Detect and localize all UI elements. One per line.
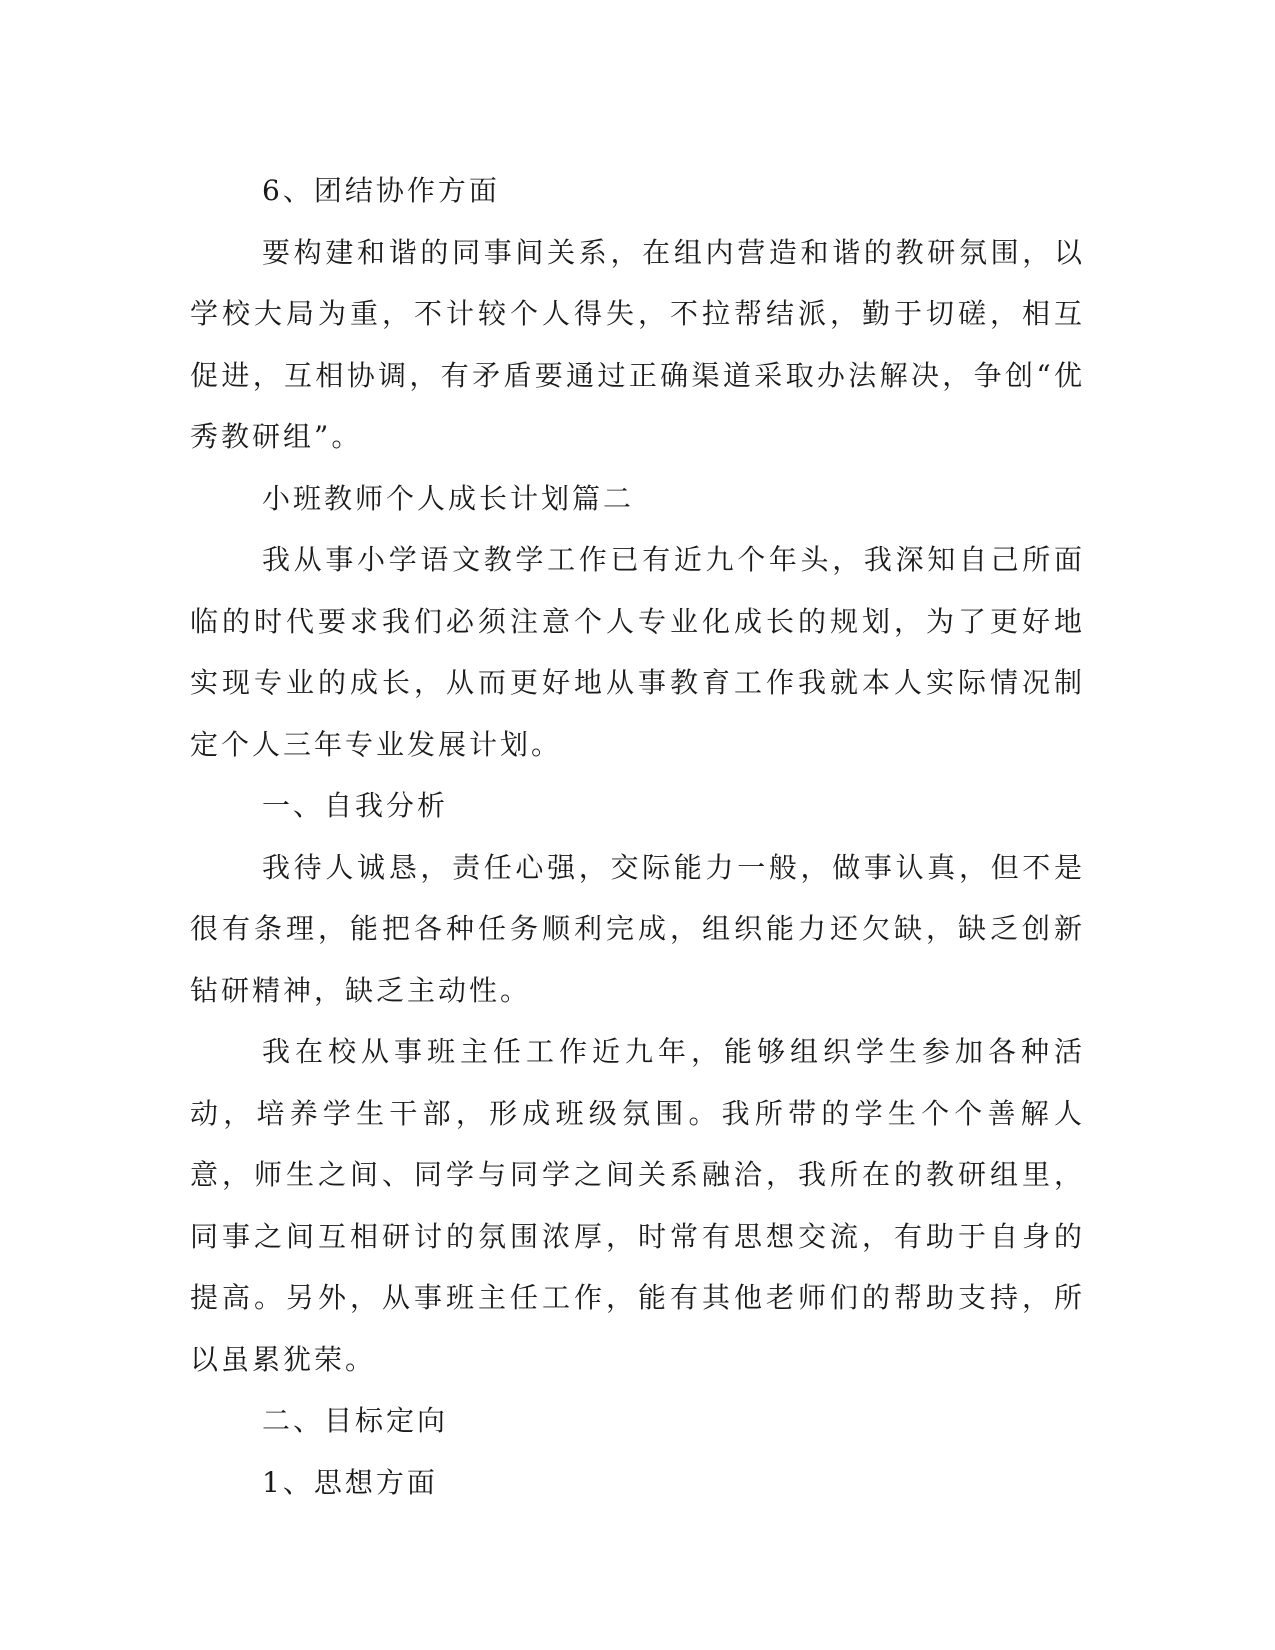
paragraph-teamwork: 要构建和谐的同事间关系，在组内营造和谐的教研氛围，以学校大局为重，不计较个人得失，不拉帮结派，勤于切磋，相互促进，互相协调，有矛盾要通过正确渠道采取办法解决，争创“优秀教研组”。 <box>190 235 1085 453</box>
section-title-part-two: 小班教师个人成长计划篇二 <box>262 481 635 515</box>
heading-ideology: 1、思想方面 <box>262 1465 438 1499</box>
paragraph-intro: 我从事小学语文教学工作已有近九个年头，我深知自己所面临的时代要求我们必须注意个人专业化成长的规划，为了更好地实现专业的成长，从而更好地从事教育工作我就本人实际情况制定个人三年专业发展计划。 <box>190 543 1085 761</box>
paragraph-self-analysis-1: 我待人诚恳，责任心强，交际能力一般，做事认真，但不是很有条理，能把各种任务顺利完成，组织能力还欠缺，缺乏创新钻研精神，缺乏主动性。 <box>190 850 1085 1007</box>
heading-self-analysis: 一、自我分析 <box>262 789 449 822</box>
heading-teamwork: 6、团结协作方面 <box>262 174 500 207</box>
paragraph-self-analysis-2: 我在校从事班主任工作近九年，能够组织学生参加各种活动，培养学生干部，形成班级氛围。我所带的学生个个善解人意，师生之间、同学与同学之间关系融洽，我所在的教研组里，同事之间互相研讨的氛围浓厚，时常有思想交流，有助于自身的提高。另外，从事班主任工作，能有其他老师们的帮助支持，所以虽累犹荣。 <box>190 1035 1085 1376</box>
document-body <box>190 160 1085 1513</box>
heading-goal-orientation: 二、目标定向 <box>262 1404 449 1437</box>
